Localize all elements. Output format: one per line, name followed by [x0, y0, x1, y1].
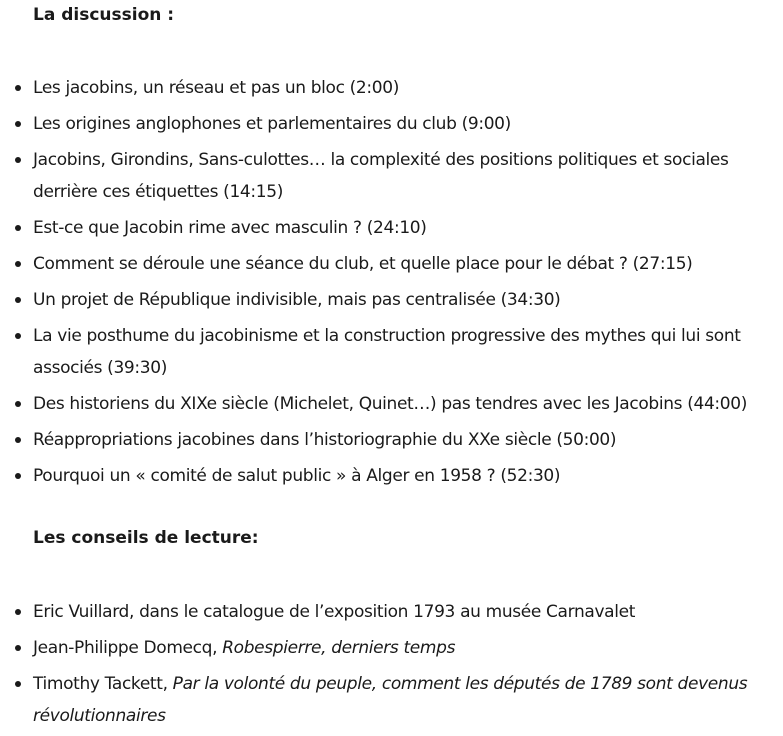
- list-item: [0, 596, 760, 628]
- discussion-list: [0, 72, 760, 496]
- list-item-text: Des historiens du XIXe siècle (Michelet, Quinet…) pas tendres avec les Jacobins (44:00): [33, 394, 748, 414]
- reading-item-title: Robespierre, derniers temps: [222, 638, 456, 658]
- bullet-icon: [15, 473, 21, 479]
- list-item-text: La vie posthume du jacobinisme et la construction progressive des mythes qui lui sont associés (39:30): [33, 326, 741, 378]
- bullet-icon: [15, 681, 21, 687]
- bullet-icon: [15, 261, 21, 267]
- list-item-text: Les jacobins, un réseau et pas un bloc (2:00): [33, 78, 399, 98]
- bullet-icon: [15, 333, 21, 339]
- bullet-icon: [15, 225, 21, 231]
- bullet-icon: [15, 157, 21, 163]
- bullet-icon: [15, 85, 21, 91]
- list-item: [0, 632, 760, 664]
- list-item-text: Les origines anglophones et parlementaires du club (9:00): [33, 114, 511, 134]
- bullet-icon: [15, 401, 21, 407]
- list-item-text: Comment se déroule une séance du club, et quelle place pour le débat ? (27:15): [33, 254, 693, 274]
- reading-list: [0, 596, 760, 736]
- reading-item-text: Eric Vuillard, dans le catalogue de l’exposition 1793 au musée Carnavalet: [33, 602, 636, 622]
- list-item: [0, 424, 760, 456]
- list-item: [0, 388, 760, 420]
- discussion-heading: La discussion :: [33, 5, 175, 25]
- reading-item-author: Timothy Tackett,: [33, 674, 173, 694]
- list-item: [0, 320, 760, 384]
- list-item-text: Jacobins, Girondins, Sans-culottes… la complexité des positions politiques et sociales derrière ces étiquettes (14:15): [33, 150, 729, 202]
- reading-item-author: Jean-Philippe Domecq,: [33, 638, 223, 658]
- bullet-icon: [15, 297, 21, 303]
- reading-item-title: Par la volonté du peuple, comment les députés de 1789 sont devenus révolutionnaires: [33, 674, 748, 726]
- bullet-icon: [15, 645, 21, 651]
- list-item: [0, 108, 760, 140]
- list-item-text: Un projet de République indivisible, mais pas centralisée (34:30): [33, 290, 561, 310]
- list-item: [0, 248, 760, 280]
- list-item-text: Est-ce que Jacobin rime avec masculin ? (24:10): [33, 218, 427, 238]
- list-item: [0, 668, 760, 732]
- list-item-text: Réappropriations jacobines dans l’historiographie du XXe siècle (50:00): [33, 430, 617, 450]
- list-item: [0, 460, 760, 492]
- bullet-icon: [15, 609, 21, 615]
- list-item: [0, 284, 760, 316]
- bullet-icon: [15, 121, 21, 127]
- list-item-text: Pourquoi un « comité de salut public » à Alger en 1958 ? (52:30): [33, 466, 561, 486]
- list-item: [0, 144, 760, 208]
- list-item: [0, 72, 760, 104]
- bullet-icon: [15, 437, 21, 443]
- list-item: [0, 212, 760, 244]
- reading-heading: Les conseils de lecture:: [33, 528, 259, 548]
